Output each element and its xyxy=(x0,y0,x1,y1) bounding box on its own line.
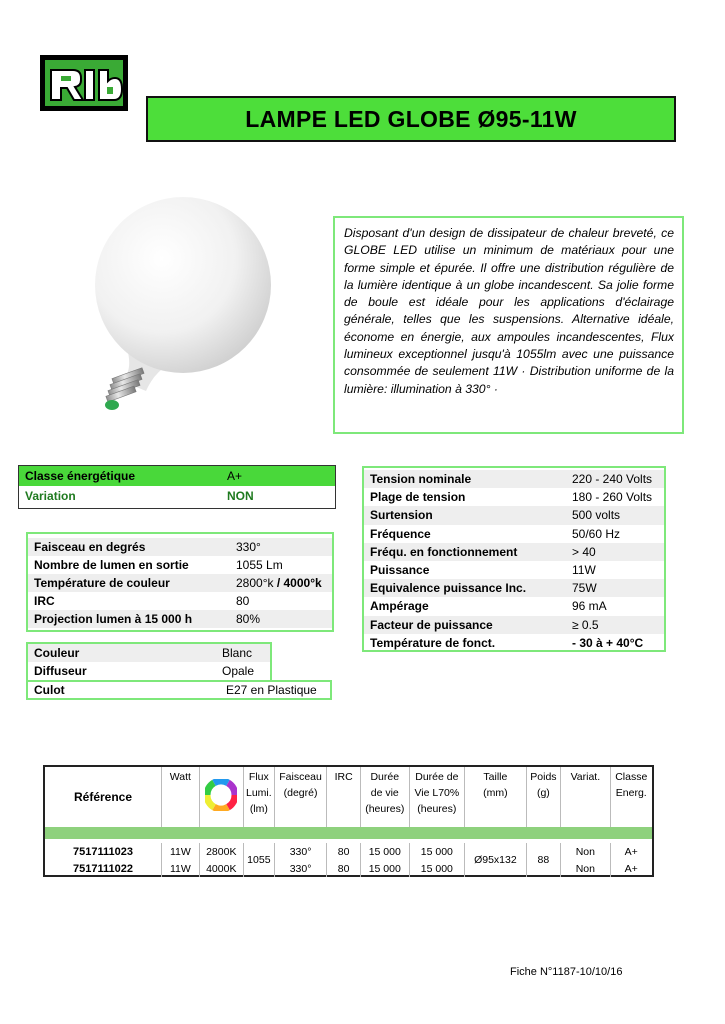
spec-row xyxy=(364,488,664,506)
col-color-temp xyxy=(199,767,243,827)
spec-value: 50/60 Hz xyxy=(572,526,621,541)
cell-cct: 2800K xyxy=(199,843,243,860)
spec-row xyxy=(364,597,664,615)
cell-watt: 11W xyxy=(162,843,200,860)
brand-logo xyxy=(40,55,128,111)
spec-value: - 30 à + 40°C xyxy=(572,635,644,650)
spec-label: Plage de tension xyxy=(370,490,466,505)
table-row xyxy=(45,860,652,877)
spec-label: IRC xyxy=(34,594,55,608)
spec-row xyxy=(28,538,332,556)
col-watt: Watt xyxy=(162,767,200,827)
cell-irc: 80 xyxy=(327,843,361,860)
spec-value: 11W xyxy=(572,563,596,578)
class-line1: Classe xyxy=(615,771,648,783)
cell-size: Ø95x132 xyxy=(465,843,526,877)
cell-cct: 4000K xyxy=(199,860,243,877)
light-specs-table xyxy=(28,538,332,628)
life-line2: de vie xyxy=(370,787,399,799)
cell-weight: 88 xyxy=(526,843,561,877)
spec-label: Fréqu. en fonctionnement xyxy=(364,543,566,561)
cell-reference: 7517111023 xyxy=(45,843,162,860)
cell-life-l70: 15 000 xyxy=(409,843,465,860)
cell-energy-class: A+ xyxy=(624,845,638,858)
beam-line1: Faisceau xyxy=(279,771,322,783)
description-box xyxy=(333,216,684,434)
cell-dimmable: Non xyxy=(561,843,610,860)
spec-label: Diffuseur xyxy=(34,664,87,678)
spec-row xyxy=(28,644,270,662)
size-line1: Taille xyxy=(483,771,508,783)
spec-label: Température de couleur xyxy=(28,574,230,592)
spec-label: Fréquence xyxy=(370,526,431,541)
weight-line1: Poids xyxy=(530,771,557,783)
spec-row xyxy=(364,561,664,579)
flux-line2: Lumi. xyxy=(246,787,272,799)
cell-energy-class: A+ xyxy=(624,862,638,875)
description-text: Disposant d'un design de dissipateur de chaleur breveté, ce GLOBE LED utilise un minimum de matériaux pour une forme simple et épurée. Il offre une distribution régulière de la lumière identique à un globe incandescent. Sa jolie forme de boule est idéale pour les applications d'éclairage générale, telles que les suspensions. Alternative idéale, économe en énergie, aux ampoules incandescentes, Flux lumineux exceptionnel jusqu'à 1055lm avec une puissance consommée de seulement 11W · Distribution uniforme de la lumière: illumination à 330° · xyxy=(344,226,674,396)
spec-label: Projection lumen à 15 000 h xyxy=(28,610,230,628)
spec-row xyxy=(364,470,664,488)
spec-value xyxy=(230,574,332,592)
cell-life: 15 000 xyxy=(361,843,409,860)
flux-line3: (lm) xyxy=(249,803,268,815)
electrical-specs-table xyxy=(364,470,664,652)
spec-label: Couleur xyxy=(28,644,216,662)
spec-value: 96 mA xyxy=(572,599,607,614)
spec-value: > 40 xyxy=(566,543,664,561)
energy-class-box xyxy=(18,465,336,509)
cell-dimmable: Non xyxy=(561,860,610,877)
life70-line2: Vie L70% xyxy=(414,787,460,799)
life70-line1: Durée de xyxy=(415,771,459,783)
col-life-l70 xyxy=(409,767,465,827)
spec-row xyxy=(364,579,664,597)
spec-label: Tension nominale xyxy=(364,470,566,488)
light-specs-box xyxy=(26,532,334,632)
cell-life-l70: 15 000 xyxy=(409,860,465,877)
spec-row xyxy=(28,574,332,592)
page-title-bar xyxy=(146,96,676,142)
spec-row xyxy=(364,616,664,634)
col-dimmable: Variat. xyxy=(561,767,610,827)
spec-row xyxy=(28,662,270,680)
spec-value: Blanc xyxy=(216,644,270,662)
spec-value: 220 - 240 Volts xyxy=(566,470,664,488)
spec-label: Facteur de puissance xyxy=(364,616,566,634)
variation-value: NON xyxy=(227,489,254,503)
appearance-table xyxy=(28,644,270,680)
spec-value: 330° xyxy=(230,538,332,556)
spec-row xyxy=(28,556,332,574)
spec-value: 80 xyxy=(236,594,250,608)
flux-line1: Flux xyxy=(248,771,269,783)
spec-label: Faisceau en degrés xyxy=(28,538,230,556)
cell-beam: 330° xyxy=(274,843,326,860)
logo-mark-icon xyxy=(45,60,123,106)
life-line1: Durée xyxy=(370,771,400,783)
cell-watt: 11W xyxy=(162,860,200,877)
size-line2: (mm) xyxy=(483,787,508,799)
energy-value: A+ xyxy=(221,466,335,486)
col-size xyxy=(465,767,526,827)
spec-label: Equivalence puissance Inc. xyxy=(364,579,566,597)
col-reference: Référence xyxy=(45,767,162,827)
cct-cool: / 4000°k xyxy=(273,576,322,590)
col-irc: IRC xyxy=(327,767,361,827)
header-band xyxy=(45,827,652,839)
reference-table-box xyxy=(43,765,654,877)
table-row xyxy=(45,843,652,860)
spec-value: Opale xyxy=(222,664,255,678)
appearance-box xyxy=(26,642,272,682)
spec-label: Surtension xyxy=(364,506,566,524)
variation-row xyxy=(19,486,335,506)
spec-row xyxy=(28,682,330,698)
spec-row xyxy=(28,592,332,610)
reference-table xyxy=(45,767,652,877)
life-line3: (heures) xyxy=(365,803,405,815)
page-title: LAMPE LED GLOBE Ø95-11W xyxy=(245,105,577,132)
spec-value: 500 volts xyxy=(566,506,664,524)
cell-reference: 7517111022 xyxy=(45,860,162,877)
electrical-specs-box xyxy=(362,466,666,652)
led-globe-bulb-image xyxy=(88,195,288,415)
cell-irc: 80 xyxy=(327,860,361,877)
spec-label: Culot xyxy=(34,683,65,697)
spec-row xyxy=(364,634,664,652)
class-line2: Energ. xyxy=(615,787,647,799)
spec-row xyxy=(364,543,664,561)
cap-table xyxy=(28,682,330,698)
spec-value: 75W xyxy=(566,579,664,597)
col-life xyxy=(361,767,409,827)
life70-line3: (heures) xyxy=(417,803,457,815)
spec-label: Ampérage xyxy=(370,599,429,614)
energy-label: Classe énergétique xyxy=(19,466,221,486)
spec-row xyxy=(28,610,332,628)
weight-line2: (g) xyxy=(536,787,550,799)
reference-header-row xyxy=(45,767,652,827)
col-energy-class xyxy=(610,767,652,827)
energy-table xyxy=(19,466,335,506)
spec-label: Puissance xyxy=(370,563,430,578)
spec-row xyxy=(364,525,664,543)
col-beam xyxy=(274,767,326,827)
spec-value: 1055 Lm xyxy=(236,558,283,572)
spec-value: 80% xyxy=(230,610,332,628)
energy-row xyxy=(19,466,335,486)
cap-box xyxy=(26,680,332,700)
color-wheel-icon xyxy=(205,779,237,811)
spec-value: ≥ 0.5 xyxy=(566,616,664,634)
spec-row xyxy=(364,506,664,524)
col-flux xyxy=(243,767,274,827)
cell-beam: 330° xyxy=(274,860,326,877)
spec-value: 180 - 260 Volts xyxy=(572,490,653,505)
beam-line2: (degré) xyxy=(283,787,318,799)
sheet-number: Fiche N°1187-10/10/16 xyxy=(510,966,623,978)
cell-flux: 1055 xyxy=(243,843,274,877)
col-weight xyxy=(526,767,561,827)
cct-warm: 2800°k xyxy=(236,576,274,590)
spec-label: Nombre de lumen en sortie xyxy=(34,558,189,572)
variation-label: Variation xyxy=(25,489,76,503)
spec-value: E27 en Plastique xyxy=(226,683,317,697)
cell-life: 15 000 xyxy=(361,860,409,877)
spec-label: Température de fonct. xyxy=(370,635,496,650)
